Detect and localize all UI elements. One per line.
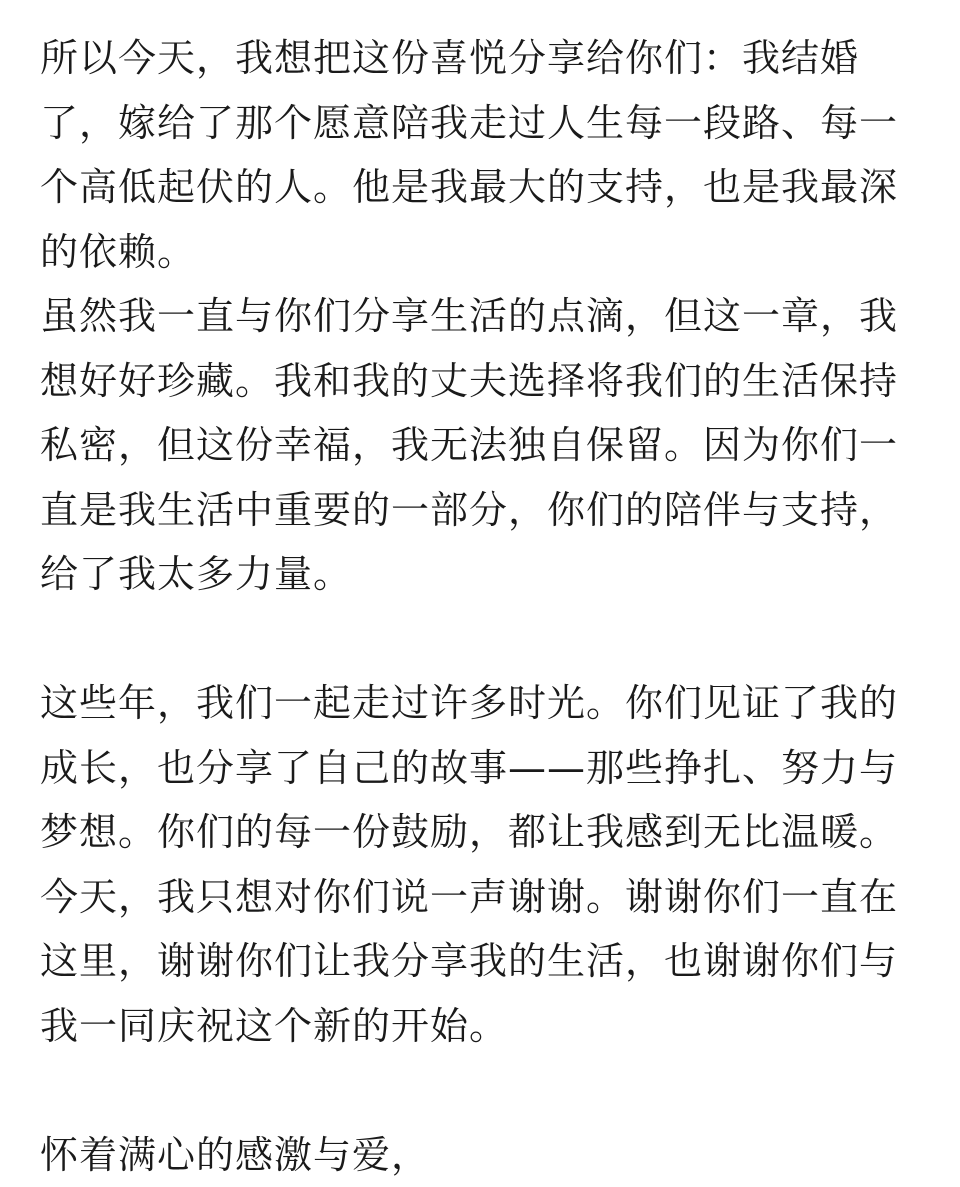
text-line: 这些年，我们一起走过许多时光。你们见证了我的 xyxy=(40,671,920,736)
paragraph-spacer xyxy=(40,1058,920,1123)
text-line: 梦想。你们的每一份鼓励，都让我感到无比温暖。 xyxy=(40,800,920,865)
paragraph-4 xyxy=(40,1123,920,1187)
text-line: 今天，我只想对你们说一声谢谢。谢谢你们一直在 xyxy=(40,865,920,930)
text-line: 这里，谢谢你们让我分享我的生活，也谢谢你们与 xyxy=(40,929,920,994)
text-line: 我一同庆祝这个新的开始。 xyxy=(40,994,920,1059)
paragraph-2 xyxy=(40,284,920,607)
text-line: 个高低起伏的人。他是我最大的支持，也是我最深 xyxy=(40,155,920,220)
text-line: 直是我生活中重要的一部分，你们的陪伴与支持， xyxy=(40,478,920,543)
text-line: 虽然我一直与你们分享生活的点滴，但这一章，我 xyxy=(40,284,920,349)
text-line: 的依赖。 xyxy=(40,220,920,285)
text-line: 想好好珍藏。我和我的丈夫选择将我们的生活保持 xyxy=(40,349,920,414)
paragraph-3 xyxy=(40,671,920,1058)
text-line: 私密，但这份幸福，我无法独自保留。因为你们一 xyxy=(40,413,920,478)
text-line: 所以今天，我想把这份喜悦分享给你们：我结婚 xyxy=(40,26,920,91)
text-line: 成长，也分享了自己的故事——那些挣扎、努力与 xyxy=(40,736,920,801)
text-line: 给了我太多力量。 xyxy=(40,542,920,607)
text-line: 怀着满心的感激与爱， xyxy=(40,1123,920,1187)
paragraph-spacer xyxy=(40,607,920,672)
text-line: 了，嫁给了那个愿意陪我走过人生每一段路、每一 xyxy=(40,91,920,156)
paragraph-1 xyxy=(40,26,920,284)
article-body xyxy=(40,26,920,1187)
